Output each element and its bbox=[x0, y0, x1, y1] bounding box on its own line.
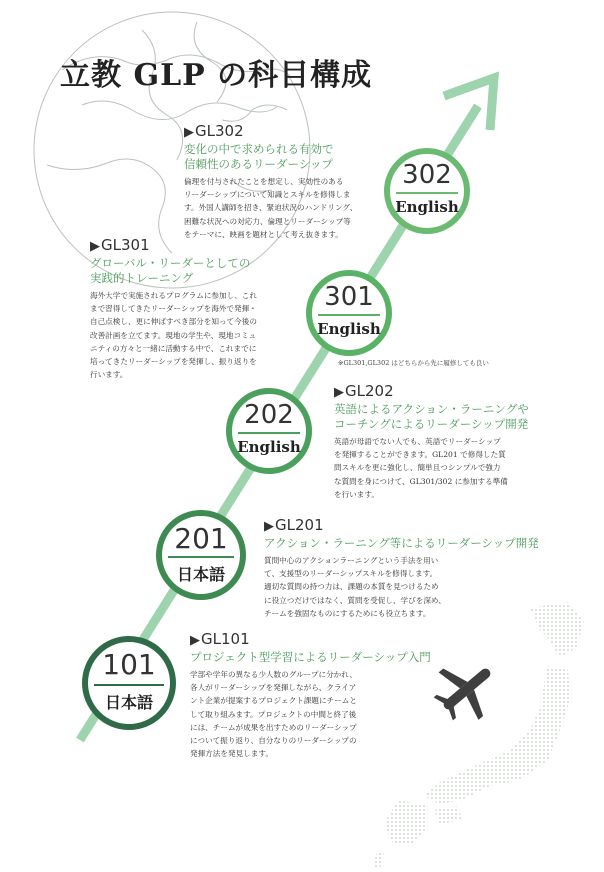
course-code: ▶GL301 bbox=[90, 236, 150, 254]
level-language: 日本語 bbox=[176, 565, 225, 584]
level-number: 201 bbox=[174, 522, 228, 555]
course-description: 質問中心のアクションラーニングという手法を用い て、支援型のリーダーシップスキルを修得します。 適切な質問の持つ力は、課題の本質を見つけるため に役立つだけではなく、質問を受促し、学びを深め、 チームを強固なものにするためにも役立ちます。 bbox=[264, 556, 446, 618]
level-circle-302 bbox=[384, 148, 470, 234]
level-language: English bbox=[237, 438, 301, 456]
course-gl201 bbox=[264, 516, 544, 620]
course-description: 海外大学で実施されるプログラムに参加し、これ まで習得してきたリーダーシップを海外で発揮・ 自己点検し、更に伸ばすべき部分を知って今後の 改善計画を立てます。現地の学生や、現地コミュ ニティの方々と一緒に活動する中で、これまでに 培ってきたリーダーシップを発揮し、振り返りを 行います。 bbox=[90, 291, 257, 380]
divider bbox=[94, 684, 164, 686]
level-language: 日本語 bbox=[104, 693, 153, 712]
triangle-bullet-icon: ▶ bbox=[184, 125, 194, 140]
course-code: ▶GL202 bbox=[334, 382, 394, 400]
triangle-bullet-icon: ▶ bbox=[264, 519, 274, 534]
level-number: 302 bbox=[402, 160, 452, 190]
triangle-bullet-icon: ▶ bbox=[334, 385, 344, 400]
course-description: 倫理を付与されたことを想定し、実効性のある リーダーシップについて知識とスキルを修得しま す。外国人講師を招き、緊迫状況のハンドリング、 困難な状況への対応力、倫理とリーダーシップ等 をテーマに、映画を題材として考え抜きます。 bbox=[184, 177, 358, 239]
course-gl202 bbox=[334, 382, 534, 501]
course-subtitle: グローバル・リーダーとしての 実践的トレーニング bbox=[90, 256, 251, 285]
level-circle-202 bbox=[226, 388, 312, 474]
divider bbox=[318, 314, 380, 316]
course-gl302 bbox=[184, 122, 384, 241]
footnote: ※GL301,GL302 はどちらから先に履修しても良い bbox=[338, 359, 489, 367]
course-description: 英語が母語でない人でも、英語でリーダーシップ を発揮することができます。GL201 で修得した質 問スキルを更に強化し、簡単且つシンプルで強力 な質問を身につけて、GL301/302 に参加する準備 を行います。 bbox=[334, 437, 508, 499]
course-gl301 bbox=[90, 236, 290, 381]
divider bbox=[396, 192, 458, 194]
triangle-bullet-icon: ▶ bbox=[190, 633, 200, 648]
level-language: English bbox=[317, 320, 381, 338]
course-subtitle: アクション・ラーニング等によるリーダーシップ開発 bbox=[264, 536, 539, 550]
course-gl101 bbox=[190, 630, 450, 760]
divider bbox=[168, 556, 234, 558]
level-number: 301 bbox=[324, 282, 374, 312]
level-number: 101 bbox=[102, 648, 156, 681]
course-code: ▶GL302 bbox=[184, 122, 244, 140]
page-title: 立教 GLP の科目構成 bbox=[60, 58, 373, 93]
course-code: ▶GL201 bbox=[264, 516, 324, 534]
course-description: 学部や学年の異なる少人数のグループに分かれ、 各人がリーダーシップを発揮しながら、クライア ント企業が提案するプロジェクト課題にチームと して取り組みます。プロジェクトの中間と終了後 には、チームが成果を出すためのリーダーシップ について振り返り、自分なりのリーダーシップの 発揮方法を発見します。 bbox=[190, 670, 357, 759]
level-circle-101 bbox=[82, 636, 176, 730]
level-circle-201 bbox=[156, 510, 246, 600]
course-code: ▶GL101 bbox=[190, 630, 250, 648]
course-subtitle: 変化の中で求められる有効で 信頼性のあるリーダーシップ bbox=[184, 142, 334, 171]
course-subtitle: 英語によるアクション・ラーニングや コーチングによるリーダーシップ開発 bbox=[334, 402, 529, 431]
divider bbox=[238, 432, 300, 434]
level-language: English bbox=[395, 198, 459, 216]
airplane-icon bbox=[432, 654, 502, 724]
level-circle-301 bbox=[306, 270, 392, 356]
course-subtitle: プロジェクト型学習によるリーダーシップ入門 bbox=[190, 650, 431, 664]
triangle-bullet-icon: ▶ bbox=[90, 239, 100, 254]
level-number: 202 bbox=[244, 400, 294, 430]
